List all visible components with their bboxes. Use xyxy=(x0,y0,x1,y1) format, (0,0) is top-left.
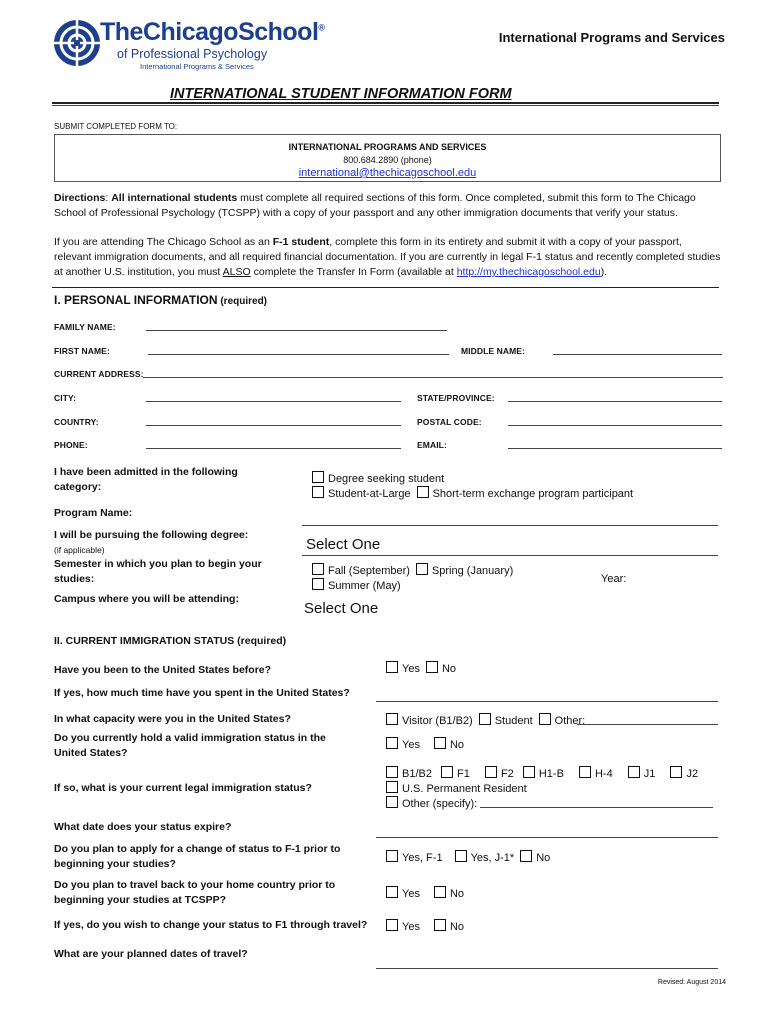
travel-yes-label: Yes xyxy=(402,888,420,900)
p2-text-c: complete the Transfer In Form (available at xyxy=(250,266,457,278)
travel-no-checkbox[interactable] xyxy=(434,886,446,898)
change-no-checkbox[interactable] xyxy=(520,850,532,862)
j1-checkbox[interactable] xyxy=(628,766,640,778)
admitted-question: I have been admitted in the following category: xyxy=(54,466,238,493)
j2-checkbox[interactable] xyxy=(670,766,682,778)
valid-status-options[interactable] xyxy=(386,737,464,751)
email-field[interactable] xyxy=(508,448,722,449)
student-label: Student xyxy=(494,715,533,727)
yes-j1-label: Yes, J-1* xyxy=(470,852,515,864)
travel-change-options[interactable] xyxy=(386,919,464,933)
country-label: COUNTRY: xyxy=(54,417,99,427)
directions-colon: : xyxy=(105,192,112,204)
travel-change-no-label: No xyxy=(449,921,465,933)
option-fall[interactable] xyxy=(312,563,513,577)
student-checkbox[interactable] xyxy=(479,713,491,725)
option-student-at-large[interactable] xyxy=(312,486,633,500)
other-specify-checkbox[interactable] xyxy=(386,796,398,808)
student-at-large-checkbox[interactable] xyxy=(312,486,324,498)
city-label: CITY: xyxy=(54,393,77,403)
f2-checkbox[interactable] xyxy=(485,766,497,778)
program-name-label: Program Name: xyxy=(54,507,133,519)
degree-question: I will be pursuing the following degree: xyxy=(54,529,249,541)
contact-email-link[interactable]: international@thechicagoschool.edu xyxy=(298,167,477,179)
option-degree-seeking[interactable] xyxy=(312,471,444,485)
been-us-options[interactable] xyxy=(386,661,456,675)
p2-bold: F-1 student xyxy=(272,236,330,248)
directions-paragraph-1 xyxy=(54,191,722,221)
been-us-no-checkbox[interactable] xyxy=(426,661,438,673)
change-status-options[interactable] xyxy=(386,850,550,864)
p2-also: ALSO xyxy=(222,266,251,278)
if-applicable-note: (if applicable) xyxy=(54,545,105,555)
permanent-resident-checkbox[interactable] xyxy=(386,781,398,793)
family-name-label: FAMILY NAME: xyxy=(54,322,116,332)
logo-registered: ® xyxy=(318,22,325,33)
program-name-field[interactable] xyxy=(302,525,718,526)
other-label: Other: xyxy=(554,715,586,727)
semester-question: Semester in which you plan to begin your studies: xyxy=(54,558,262,585)
valid-status-question: Do you currently hold a valid immigration status in the United States? xyxy=(54,732,326,759)
other-specify-field[interactable] xyxy=(480,807,713,808)
logo-main-text: TheChicagoSchool xyxy=(100,18,319,46)
b1b2-label: B1/B2 xyxy=(402,768,432,780)
travel-question: Do you plan to travel back to your home country prior to beginning your studies at TCSPP? xyxy=(54,879,336,906)
capacity-other-field[interactable] xyxy=(577,724,718,725)
directions-lead: Directions xyxy=(54,192,106,204)
header-right-title: International Programs and Services xyxy=(498,30,725,45)
valid-status-no-label: No xyxy=(449,739,465,751)
campus-select[interactable]: Select One xyxy=(304,600,379,617)
f1-label: F1 xyxy=(457,768,470,780)
capacity-options[interactable] xyxy=(386,713,585,727)
travel-dates-field[interactable] xyxy=(376,968,718,969)
logo-wordmark xyxy=(100,18,325,47)
been-us-yes-label: Yes xyxy=(402,663,420,675)
title-rule xyxy=(52,102,719,104)
h4-checkbox[interactable] xyxy=(579,766,591,778)
travel-change-yes-label: Yes xyxy=(402,921,420,933)
form-title: INTERNATIONAL STUDENT INFORMATION FORM xyxy=(170,86,512,102)
expire-field[interactable] xyxy=(376,837,718,838)
section1-rule xyxy=(52,287,719,288)
first-name-label: FIRST NAME: xyxy=(54,346,110,356)
travel-options[interactable] xyxy=(386,886,464,900)
campus-question: Campus where you will be attending: xyxy=(54,593,239,605)
visa-type-options[interactable] xyxy=(386,766,698,780)
capacity-question: In what capacity were you in the United States? xyxy=(54,713,291,725)
visitor-label: Visitor (B1/B2) xyxy=(402,715,473,727)
revised-date: Revised: August 2014 xyxy=(657,979,726,986)
fall-label: Fall (September) xyxy=(328,565,410,577)
title-rule-2 xyxy=(52,105,719,106)
valid-status-no-checkbox[interactable] xyxy=(434,737,446,749)
directions-paragraph-2 xyxy=(54,235,722,280)
summer-label: Summer (May) xyxy=(328,580,401,592)
first-name-field[interactable] xyxy=(148,354,449,355)
phone-label: PHONE: xyxy=(54,440,88,450)
time-in-us-field[interactable] xyxy=(376,701,718,702)
phone-field[interactable] xyxy=(146,448,401,449)
postal-code-label: POSTAL CODE: xyxy=(417,417,482,427)
spring-checkbox[interactable] xyxy=(416,563,428,575)
spring-label: Spring (January) xyxy=(431,565,514,577)
h1b-label: H1-B xyxy=(538,768,564,780)
been-us-no-label: No xyxy=(441,663,457,675)
section2-title: II. CURRENT IMMIGRATION STATUS (required) xyxy=(54,635,287,647)
short-term-checkbox[interactable] xyxy=(417,486,429,498)
h1b-checkbox[interactable] xyxy=(523,766,535,778)
time-in-us-question: If yes, how much time have you spent in the United States? xyxy=(54,687,350,699)
j2-label: J2 xyxy=(686,768,699,780)
been-us-yes-checkbox[interactable] xyxy=(386,661,398,673)
short-term-label: Short-term exchange program participant xyxy=(432,488,634,500)
logo-subtitle2: International Programs & Services xyxy=(140,62,254,71)
travel-change-yes-checkbox[interactable] xyxy=(386,919,398,931)
change-status-question: Do you plan to apply for a change of status to F-1 prior to beginning your studies? xyxy=(54,843,341,870)
p2-text-a: If you are attending The Chicago School as an xyxy=(54,236,273,248)
degree-seeking-checkbox[interactable] xyxy=(312,471,324,483)
option-other-specify[interactable] xyxy=(386,796,477,810)
permanent-resident-label: U.S. Permanent Resident xyxy=(402,783,527,795)
directions-bold: All international students xyxy=(111,192,238,204)
contact-office: INTERNATIONAL PROGRAMS AND SERVICES xyxy=(288,142,487,152)
option-permanent-resident[interactable] xyxy=(386,781,527,795)
other-checkbox[interactable] xyxy=(539,713,551,725)
valid-status-yes-label: Yes xyxy=(402,739,420,751)
yes-f1-checkbox[interactable] xyxy=(386,850,398,862)
logo-subtitle: of Professional Psychology xyxy=(117,47,268,61)
summer-checkbox[interactable] xyxy=(312,578,324,590)
current-address-field[interactable] xyxy=(143,377,723,378)
f1-checkbox[interactable] xyxy=(441,766,453,778)
j1-label: J1 xyxy=(643,768,656,780)
current-status-question: If so, what is your current legal immigration status? xyxy=(54,782,312,794)
email-label: EMAIL: xyxy=(417,440,447,450)
fall-checkbox[interactable] xyxy=(312,563,324,575)
p2-text-b: , complete this form in its entirety and submit it with a copy of your passport, relevant immigration documents, and all required financial documentation. If you are currently in legal F-1 status and recently completed studies at another U.S. institution, you must xyxy=(54,236,721,278)
family-name-field[interactable] xyxy=(146,330,447,331)
travel-no-label: No xyxy=(449,888,465,900)
section1-title-main: I. PERSONAL INFORMATION xyxy=(54,293,218,307)
postal-code-field[interactable] xyxy=(508,425,722,426)
student-at-large-label: Student-at-Large xyxy=(328,488,411,500)
travel-change-no-checkbox[interactable] xyxy=(434,919,446,931)
yes-j1-checkbox[interactable] xyxy=(455,850,467,862)
h4-label: H-4 xyxy=(594,768,613,780)
state-field[interactable] xyxy=(508,401,722,402)
transfer-form-link[interactable]: http://my.thechicagoschool.edu xyxy=(456,266,601,278)
contact-phone: 800.684.2890 (phone) xyxy=(343,155,432,165)
logo-emblem-icon xyxy=(52,18,102,68)
travel-dates-question: What are your planned dates of travel? xyxy=(54,948,248,960)
been-us-question: Have you been to the United States before? xyxy=(54,664,272,676)
change-no-label: No xyxy=(536,852,551,864)
b1b2-checkbox[interactable] xyxy=(386,766,398,778)
city-field[interactable] xyxy=(146,401,401,402)
degree-select[interactable]: Select One xyxy=(306,536,381,553)
yes-f1-label: Yes, F-1 xyxy=(402,852,443,864)
f2-label: F2 xyxy=(500,768,514,780)
valid-status-yes-checkbox[interactable] xyxy=(386,737,398,749)
logo xyxy=(52,18,102,68)
travel-change-question: If yes, do you wish to change your status to F1 through travel? xyxy=(54,919,368,931)
contact-box xyxy=(54,134,721,182)
travel-yes-checkbox[interactable] xyxy=(386,886,398,898)
current-address-label: CURRENT ADDRESS: xyxy=(54,369,144,379)
middle-name-field[interactable] xyxy=(553,354,722,355)
degree-field-line xyxy=(302,555,718,556)
section1-title-suffix: (required) xyxy=(217,296,268,307)
section1-title xyxy=(54,293,267,307)
expire-question: What date does your status expire? xyxy=(54,821,232,833)
country-field[interactable] xyxy=(146,425,401,426)
middle-name-label: MIDDLE NAME: xyxy=(461,346,525,356)
option-summer[interactable] xyxy=(312,578,401,592)
state-label: STATE/PROVINCE: xyxy=(417,393,495,403)
other-specify-label: Other (specify): xyxy=(402,798,478,810)
directions-text: must complete all required sections of this form. Once completed, submit this form to The Chicago School of Professional Psychology (TCSPP) with a copy of your passport and any other immigration documents that verify your status. xyxy=(54,192,696,219)
p2-text-d: ). xyxy=(600,266,608,278)
year-label: Year: xyxy=(601,573,627,585)
degree-seeking-label: Degree seeking student xyxy=(328,473,445,485)
visitor-checkbox[interactable] xyxy=(386,713,398,725)
submit-label: SUBMIT COMPLETED FORM TO: xyxy=(54,122,178,131)
